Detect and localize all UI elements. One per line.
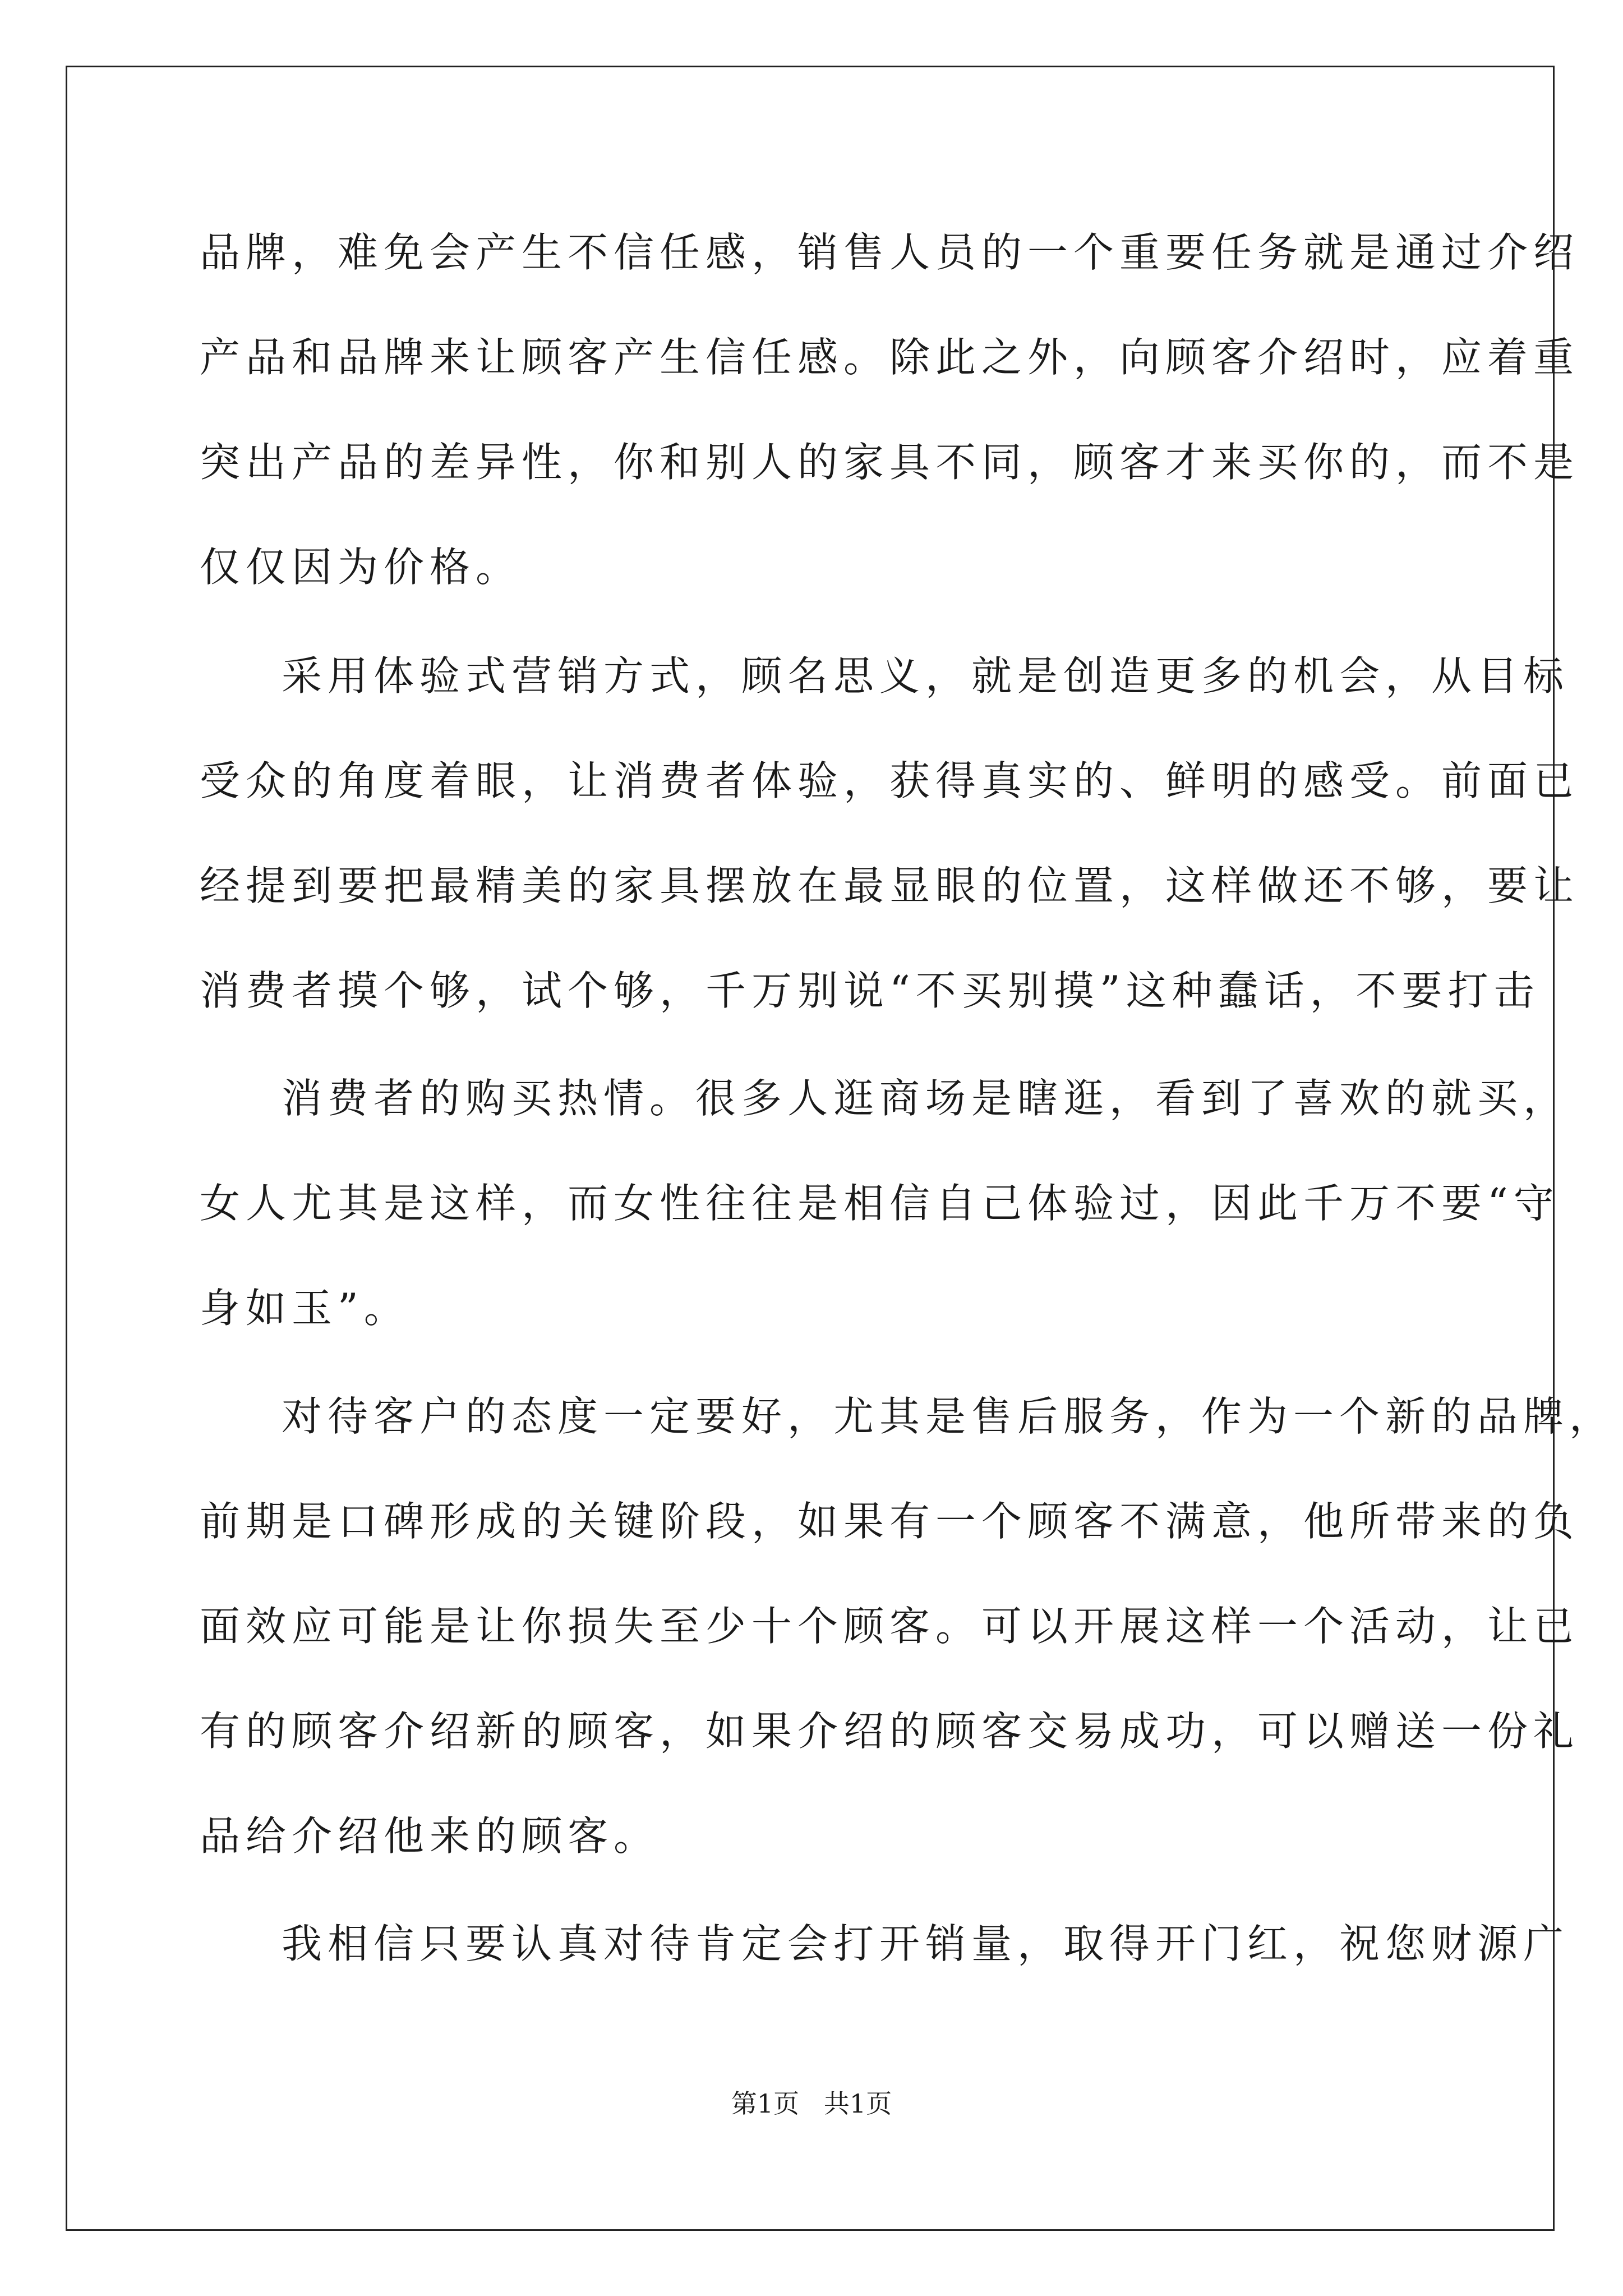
text-line: 受众的角度着眼，让消费者体验，获得真实的、鲜明的感受。前面已	[200, 757, 1580, 804]
text-line: 前期是口碑形成的关键阶段，如果有一个顾客不满意，他所带来的负	[200, 1498, 1580, 1545]
page-number-footer: 第1页 共1页	[731, 2088, 892, 2119]
text-line: 女人尤其是这样，而女性往往是相信自己体验过，因此千万不要“守	[200, 1180, 1560, 1227]
text-line: 身如玉”。	[200, 1285, 410, 1332]
text-line: 消费者摸个够，试个够，千万别说“不买别摸”这种蠢话，不要打击	[200, 967, 1540, 1014]
paragraph-first-line: 我相信只要认真对待肯定会打开销量，取得开门红，祝您财源广	[282, 1920, 1570, 1967]
paragraph-first-line: 消费者的购买热情。很多人逛商场是瞎逛，看到了喜欢的就买，	[282, 1075, 1570, 1122]
paragraph-first-line: 对待客户的态度一定要好，尤其是售后服务，作为一个新的品牌，	[282, 1393, 1616, 1440]
text-line: 品牌，难免会产生不信任感，销售人员的一个重要任务就是通过介绍	[200, 229, 1580, 276]
text-line: 产品和品牌来让顾客产生信任感。除此之外，向顾客介绍时，应着重	[200, 334, 1580, 381]
text-line: 突出产品的差异性，你和别人的家具不同，顾客才来买你的，而不是	[200, 439, 1580, 486]
text-line: 面效应可能是让你损失至少十个顾客。可以开展这样一个活动，让已	[200, 1603, 1580, 1650]
text-line: 有的顾客介绍新的顾客，如果介绍的顾客交易成功，可以赠送一份礼	[200, 1708, 1580, 1755]
text-line: 品给介绍他来的顾客。	[200, 1812, 660, 1860]
paragraph-first-line: 采用体验式营销方式，顾名思义，就是创造更多的机会，从目标	[282, 652, 1570, 700]
text-line: 经提到要把最精美的家具摆放在最显眼的位置，这样做还不够，要让	[200, 862, 1580, 909]
text-line: 仅仅因为价格。	[200, 544, 522, 591]
